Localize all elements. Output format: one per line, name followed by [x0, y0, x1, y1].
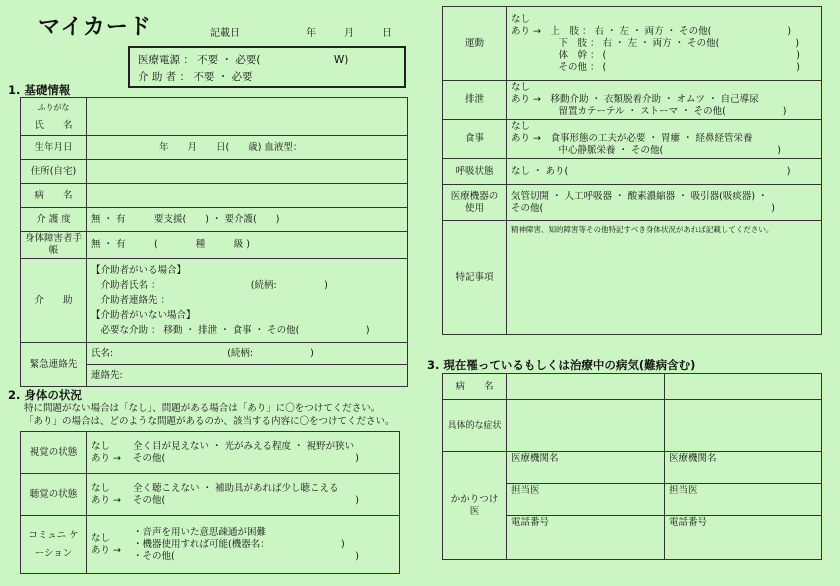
disease-field[interactable]: [87, 184, 408, 208]
helper-line: 【介助者がいない場合】: [91, 310, 196, 321]
name-label: 氏 名: [34, 119, 73, 131]
communication-options: なし あり →: [91, 532, 121, 556]
name-cell: [21, 98, 87, 136]
emergency-contact-field[interactable]: 連絡先:: [87, 365, 408, 387]
helper-needed-line: 介 助 者 ： 不要 ・ 必要: [138, 71, 253, 83]
special-notes-field[interactable]: [507, 221, 822, 335]
device-label: 医療機器の 使用: [443, 185, 507, 221]
phone-field-1[interactable]: 電話番号: [507, 516, 665, 560]
disease-label: 病 名: [21, 184, 87, 208]
disability-label: 身体障害者手帳: [21, 232, 87, 259]
address-field[interactable]: [87, 160, 408, 184]
symptoms-label: 具体的な症状: [443, 400, 507, 452]
illness-name-field-2[interactable]: [665, 374, 822, 400]
communication-label: コミュニ ケーション: [21, 516, 87, 574]
breathing-field[interactable]: なし ・ あり( ): [507, 159, 822, 185]
institution-field-1[interactable]: 医療機関名: [507, 452, 665, 484]
hearing-label: 聴覚の状態: [21, 474, 87, 516]
vision-label: 視覚の状態: [21, 432, 87, 474]
name-field[interactable]: [87, 98, 408, 136]
helper-label: 介 助: [21, 259, 87, 343]
symptoms-field-2[interactable]: [665, 400, 822, 452]
illness-heading: 3. 現在罹っているもしくは治療中の病気(難病含む): [427, 358, 696, 372]
hearing-field[interactable]: [87, 474, 400, 516]
breathing-label: 呼吸状態: [443, 159, 507, 185]
basic-info-heading: 1. 基礎情報: [8, 83, 71, 97]
communication-text: ・音声を用いた意思疎通が困難 ・機器使用すれば可能(機器名： ) ・その他( ): [133, 526, 359, 562]
helper-field[interactable]: [87, 259, 408, 343]
device-field[interactable]: 気管切開 ・ 人工呼吸器 ・ 酸素濃縮器 ・ 吸引器(吸痰器) ・ その他( ): [507, 185, 822, 221]
communication-field[interactable]: [87, 516, 400, 574]
care-level-label: 介 護 度: [21, 208, 87, 232]
meal-label: 食事: [443, 120, 507, 159]
special-notes-hint: 精神障害、知的障害等その他特記すべき身体状況があれば記載してください。: [511, 225, 774, 234]
vision-text: 全く目が見えない ・ 光がみえる程度 ・ 視野が狭い その他( ): [133, 440, 359, 464]
furigana-label: ふりがな: [37, 102, 70, 112]
card-title: マイカード: [38, 15, 152, 40]
family-doctor-label: かかりつけ医: [443, 452, 507, 560]
disability-field[interactable]: 無 ・ 有 ( 種 級 ): [87, 232, 408, 259]
medical-power-line: 医療電源 ： 不要 ・ 必要( W): [138, 54, 349, 66]
medical-power-box: [128, 46, 406, 88]
motor-field[interactable]: なし あり → 上 肢 ： 右 ・ 左 ・ 両方 ・ その他( ) 下 肢 ： 右 ・ 左 ・ 両方 ・ その他( ) 体 幹 ： ( ) その他 ： ( ): [507, 7, 822, 81]
care-level-field[interactable]: 無 ・ 有 要支援( ) ・ 要介護( ): [87, 208, 408, 232]
helper-line: 【介助者がいる場合】: [91, 265, 187, 276]
vision-field[interactable]: [87, 432, 400, 474]
date-label: 記載日: [210, 28, 240, 39]
date-row: [210, 24, 392, 39]
address-label: 住所(自宅): [21, 160, 87, 184]
birth-field[interactable]: 年 月 日( 歳) 血液型：: [87, 136, 408, 160]
hearing-options: なし あり →: [91, 482, 121, 506]
body-note-1: 特に問題がない場合は「なし」、問題がある場合は「あり」に〇をつけてください。: [24, 403, 381, 414]
helper-line: 介助者氏名 ： (続柄: ): [91, 280, 328, 291]
excretion-label: 排泄: [443, 81, 507, 120]
illness-table: [442, 373, 822, 560]
excretion-field[interactable]: なし あり → 移動介助 ・ 衣類脱着介助 ・ オムツ ・ 自己導尿 留置カテーテル ・ ストーマ ・ その他( ): [507, 81, 822, 120]
birth-label: 生年月日: [21, 136, 87, 160]
body-status-table: [20, 431, 400, 574]
body-status-heading: 2. 身体の状況: [8, 388, 82, 402]
hearing-text: 全く聴こえない ・ 補助具があれば少し聴こえる その他( ): [133, 482, 359, 506]
vision-options: なし あり →: [91, 440, 121, 464]
illness-name-field-1[interactable]: [507, 374, 665, 400]
phone-field-2[interactable]: 電話番号: [665, 516, 822, 560]
date-year: 年: [306, 28, 316, 39]
date-day: 日: [382, 28, 392, 39]
emergency-name-field[interactable]: 氏名: (続柄: ): [87, 343, 408, 365]
body-note-2: 「あり」の場合は、どのような問題があるのか、該当する内容に〇をつけてください。: [24, 416, 395, 427]
helper-line: 必要な介助 ： 移動 ・ 排泄 ・ 食事 ・ その他( ): [91, 325, 370, 336]
symptoms-field-1[interactable]: [507, 400, 665, 452]
date-month: 月: [344, 28, 354, 39]
institution-field-2[interactable]: 医療機関名: [665, 452, 822, 484]
meal-field[interactable]: なし あり → 食事形態の工夫が必要 ・ 胃瘻 ・ 経鼻経管栄養 中心静脈栄養 ・ その他( ): [507, 120, 822, 159]
physician-field-1[interactable]: 担当医: [507, 484, 665, 516]
basic-info-table: [20, 97, 408, 387]
helper-line: 介助者連絡先 ：: [91, 295, 171, 306]
physician-field-2[interactable]: 担当医: [665, 484, 822, 516]
special-notes-label: 特記事項: [443, 221, 507, 335]
emergency-label: 緊急連絡先: [21, 343, 87, 387]
illness-name-label: 病 名: [443, 374, 507, 400]
motor-label: 運動: [443, 7, 507, 81]
body-status-table-right: [442, 6, 822, 335]
